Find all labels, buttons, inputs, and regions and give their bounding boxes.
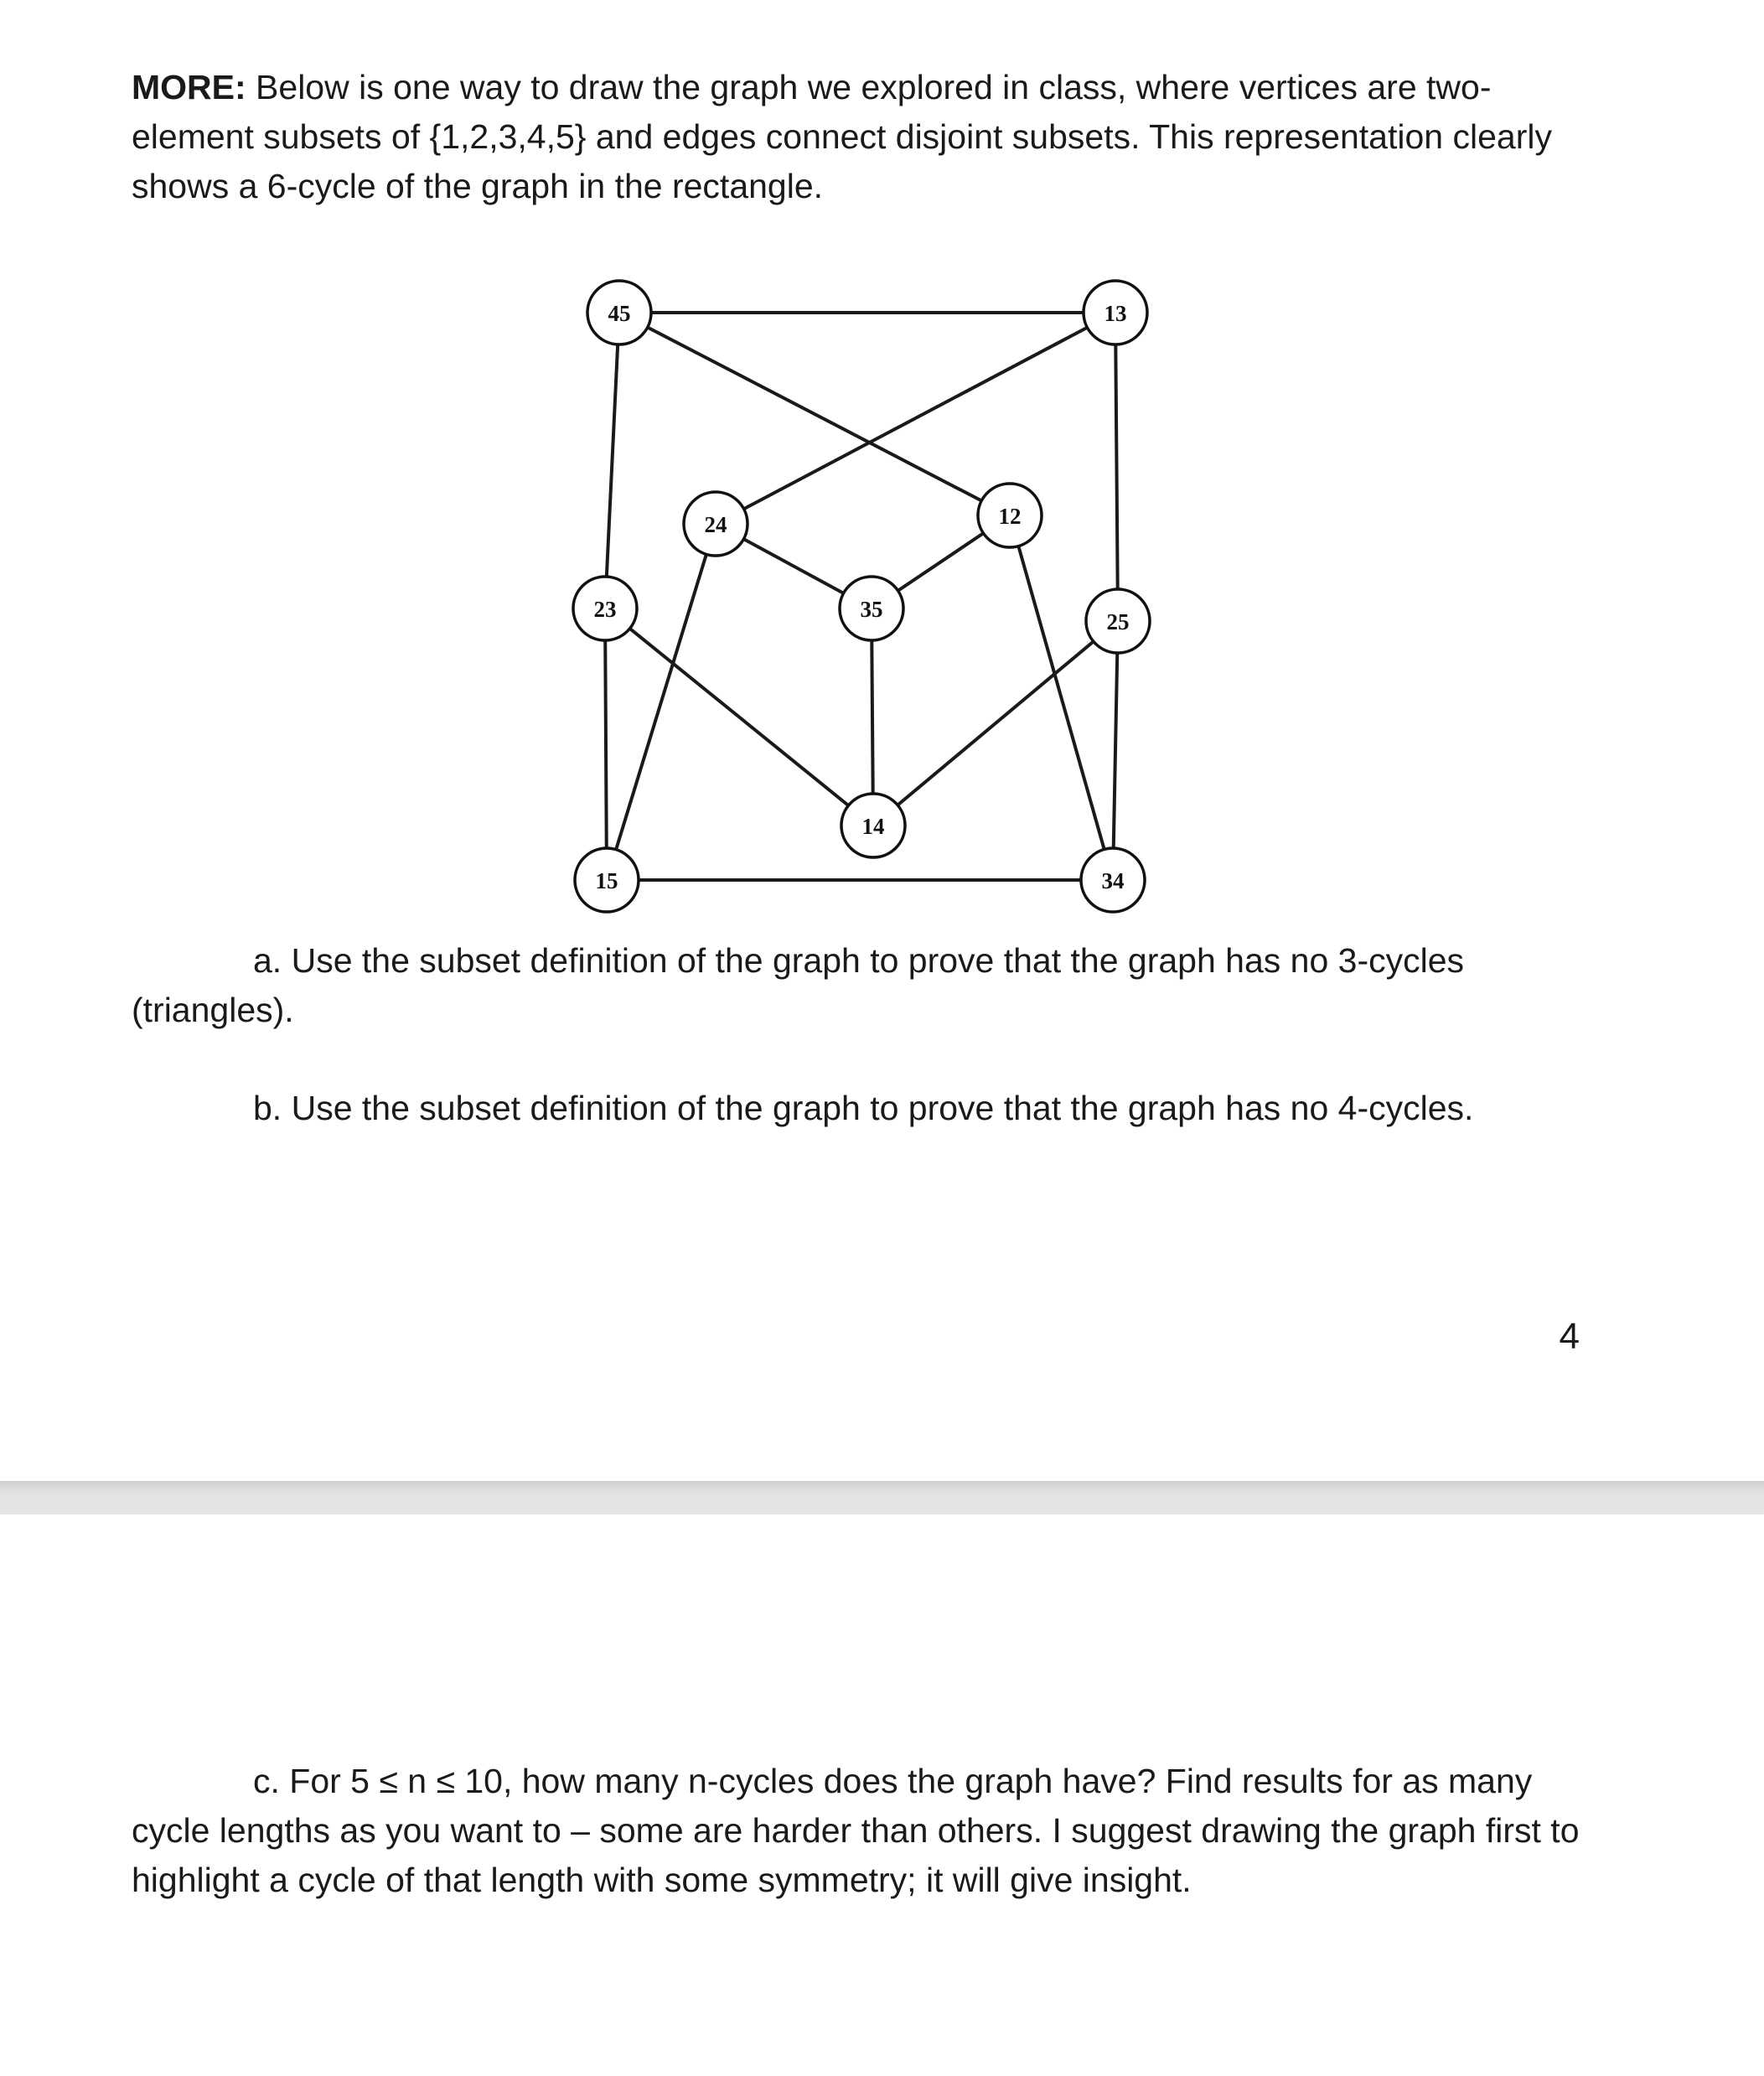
edge-24-15 [607, 524, 716, 880]
vertex-14 [841, 794, 905, 857]
vertex-label: 25 [1106, 609, 1130, 634]
edge-13-25 [1115, 313, 1118, 621]
vertex-label: 15 [595, 868, 618, 893]
vertex-45 [587, 281, 651, 344]
question-c: c. For 5 ≤ n ≤ 10, how many n-cycles does the graph have? Find results for as many cycle lengths as you want to – some are harder than others. I suggest drawing the graph first to highlight a cycle of that length with some symmetry; it will give insight. [132, 1762, 1580, 1899]
page-number: 4 [1559, 1316, 1580, 1357]
vertex-label: 34 [1101, 868, 1125, 893]
edge-23-15 [605, 608, 607, 880]
vertex-25 [1086, 589, 1150, 653]
vertex-label: 14 [861, 814, 885, 839]
graph-vertices [573, 281, 1150, 912]
vertex-label: 23 [593, 597, 617, 622]
edge-25-14 [873, 621, 1118, 826]
vertex-13 [1084, 281, 1147, 344]
vertex-23 [573, 577, 637, 640]
vertex-label: 35 [860, 597, 883, 622]
question-a: a. Use the subset definition of the graph to prove that the graph has no 3-cycles (triangles). [132, 941, 1465, 1029]
vertex-label: 13 [1104, 301, 1127, 326]
question-b: b. Use the subset definition of the graph to prove that the graph has no 4-cycles. [253, 1089, 1474, 1127]
page-break-divider [0, 1481, 1764, 1514]
intro-bold-label: MORE: [132, 68, 246, 106]
petersen-graph-figure [0, 0, 1764, 939]
vertex-label: 45 [608, 301, 631, 326]
vertex-15 [575, 848, 639, 912]
vertex-label: 12 [998, 504, 1022, 529]
vertex-label: 24 [704, 512, 727, 537]
vertex-24 [684, 492, 748, 556]
vertex-35 [840, 577, 903, 640]
edge-45-12 [619, 313, 1010, 515]
vertex-34 [1081, 848, 1145, 912]
edge-23-14 [605, 608, 873, 826]
vertex-12 [978, 484, 1042, 547]
edge-13-24 [716, 313, 1115, 524]
edge-25-34 [1113, 621, 1118, 880]
edge-45-23 [605, 313, 619, 608]
intro-text: Below is one way to draw the graph we explored in class, where vertices are two-element subsets of {1,2,3,4,5} and edges connect disjoint subsets. This representation clearly shows a 6-cycle of the graph in the rectangle. [132, 68, 1552, 205]
